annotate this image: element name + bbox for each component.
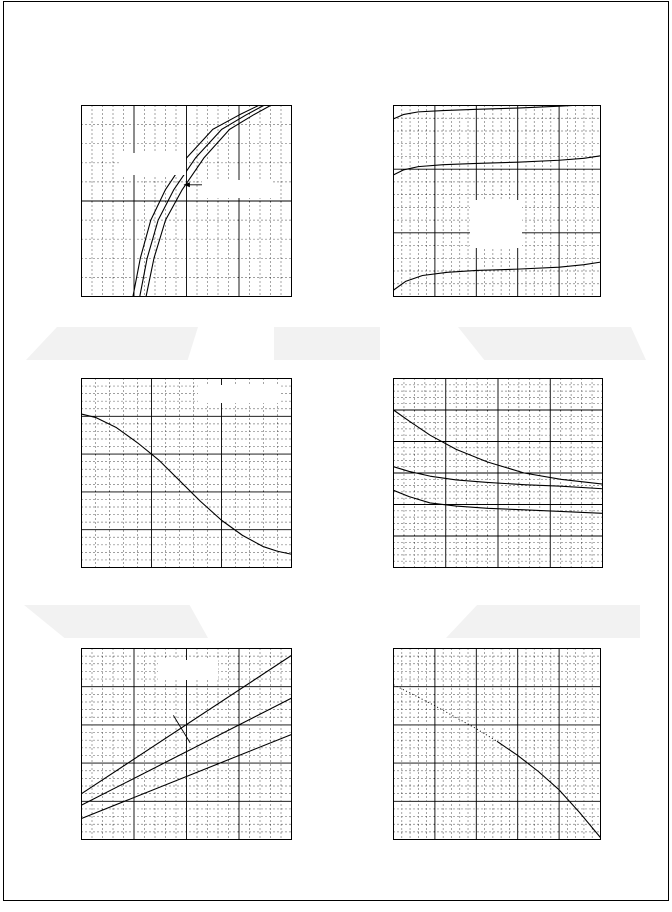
series-line-3 xyxy=(394,262,601,290)
shaded-band-right xyxy=(458,327,646,360)
plot-frame xyxy=(394,649,601,840)
chart-1 xyxy=(81,105,292,297)
chart-3 xyxy=(81,378,292,568)
shaded-band-center xyxy=(274,327,380,360)
label-gap xyxy=(470,200,522,248)
chart-4 xyxy=(393,378,603,568)
plot-frame xyxy=(82,379,292,568)
label-gap xyxy=(202,180,272,198)
series-line-2 xyxy=(394,156,601,175)
shaded-band-lower-right xyxy=(446,605,640,638)
series-line-2 xyxy=(497,741,601,837)
label-gap xyxy=(120,153,186,175)
label-gap xyxy=(158,660,218,680)
series-line-1 xyxy=(394,105,601,119)
label-gap xyxy=(198,385,280,403)
chart-6 xyxy=(393,648,601,840)
series-line-1 xyxy=(394,685,498,742)
